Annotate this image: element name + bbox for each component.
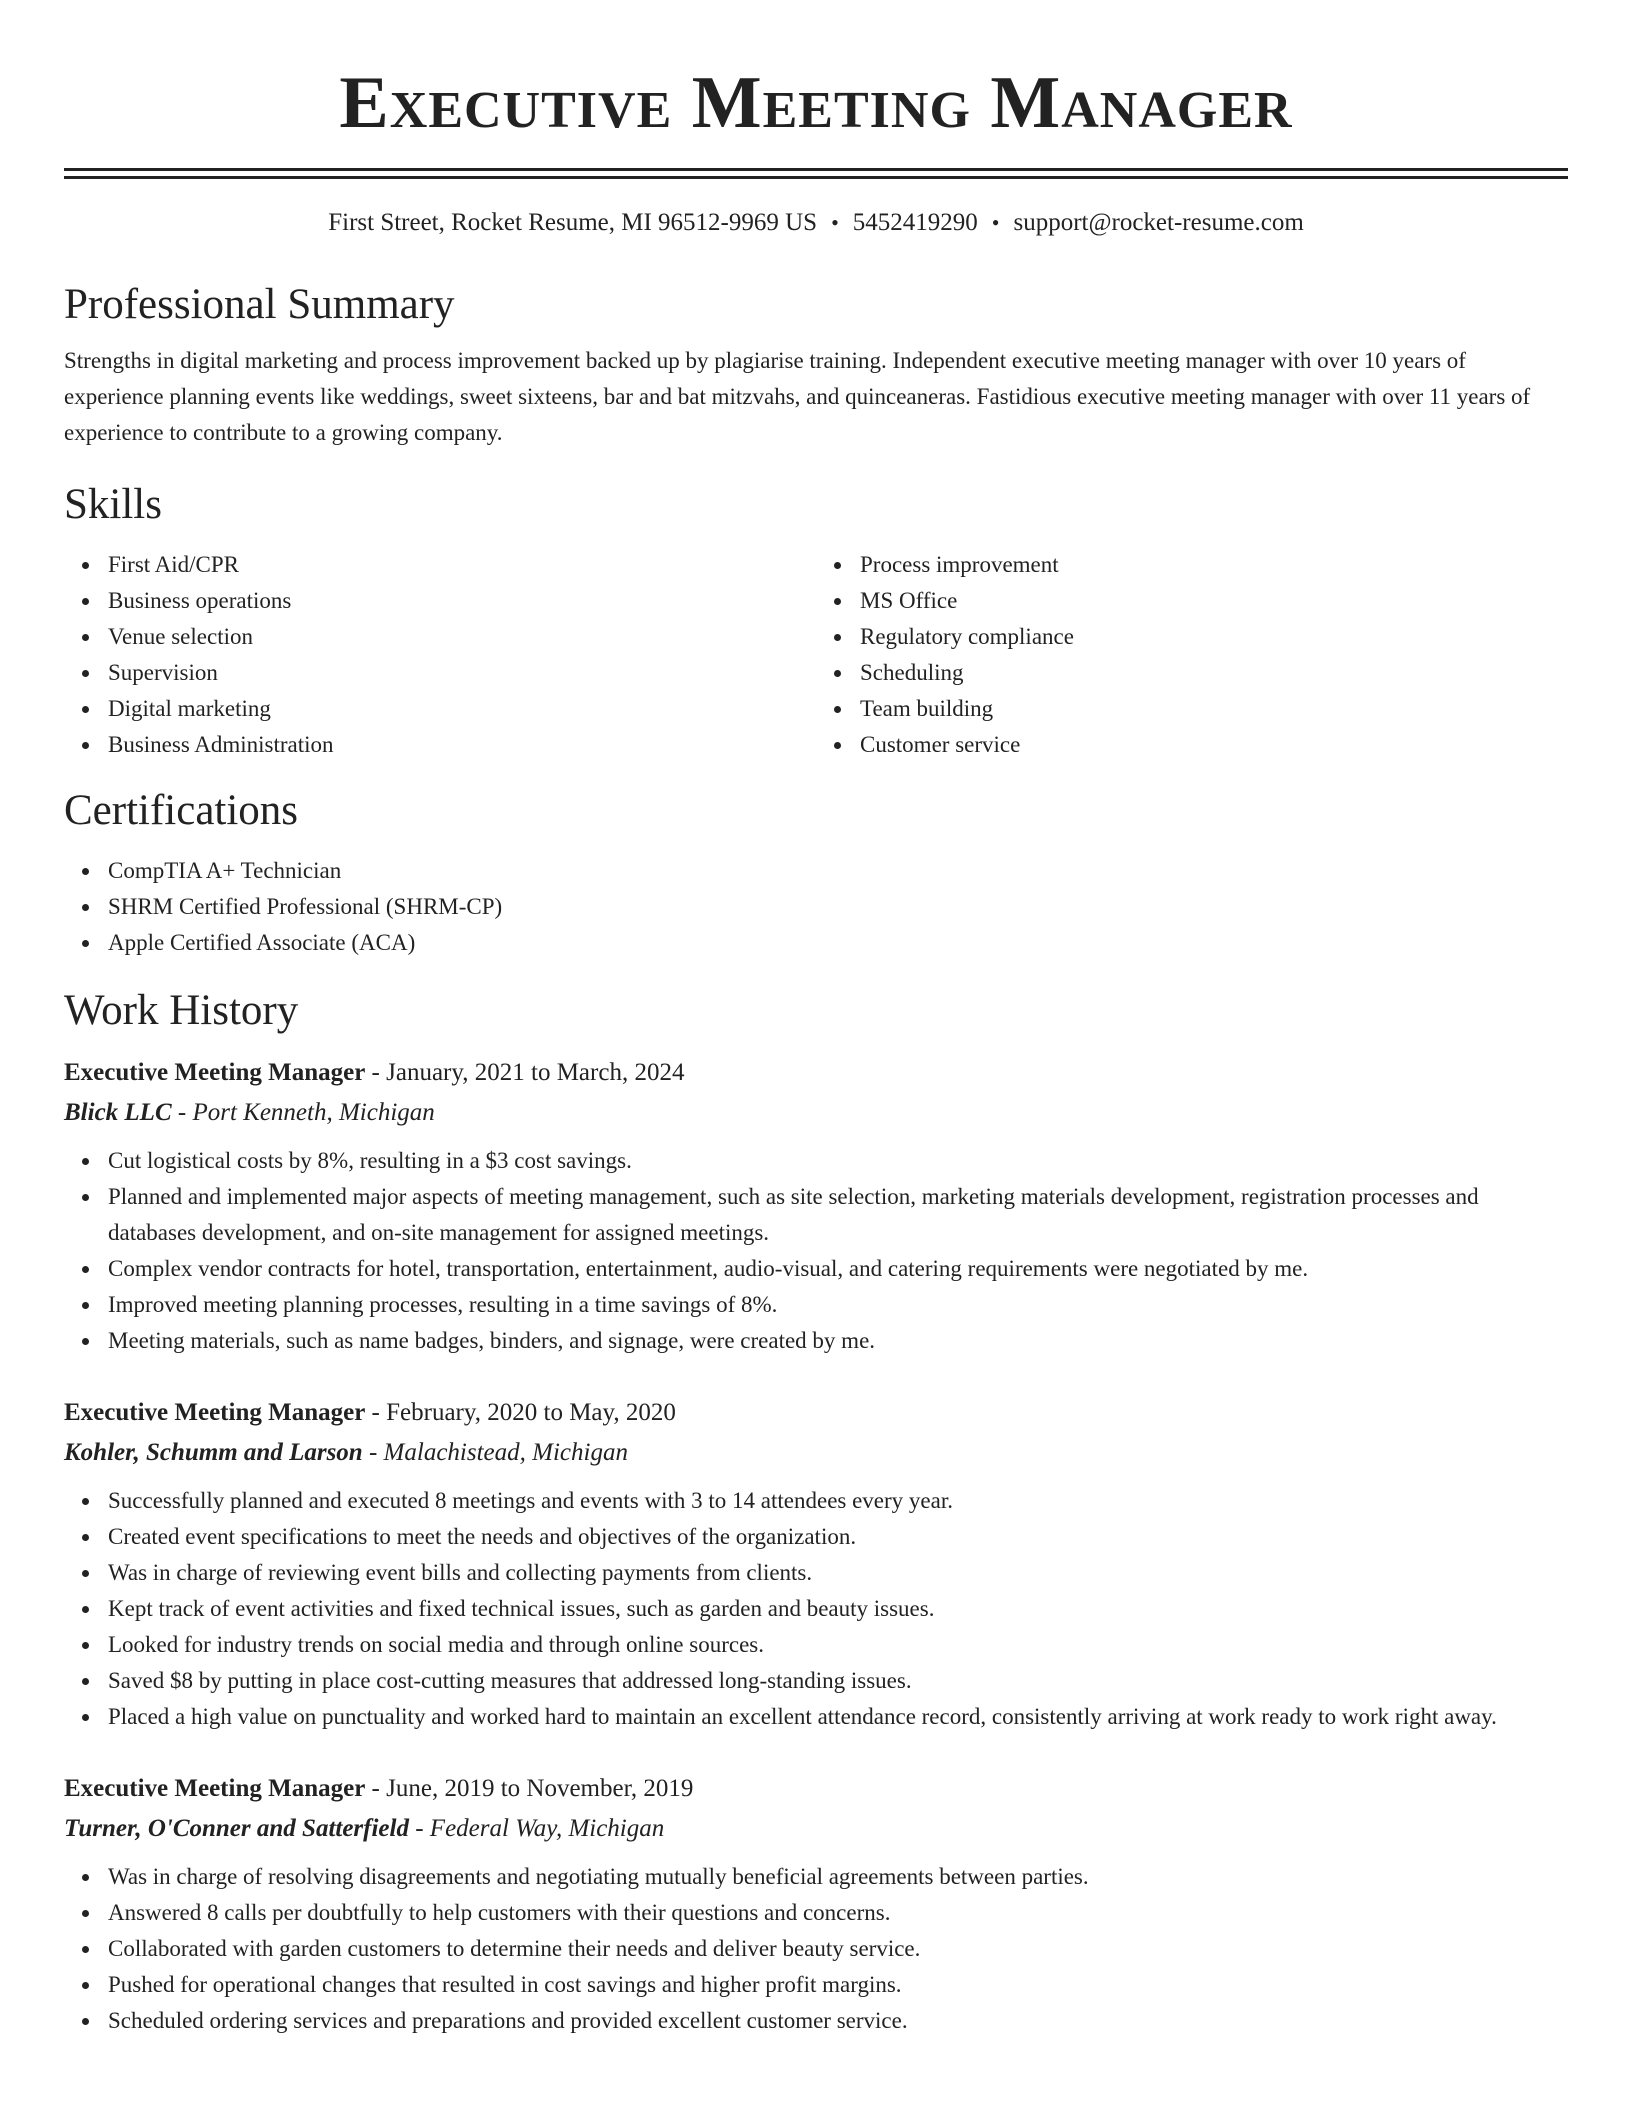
skills-left-list bbox=[64, 547, 816, 763]
duty-item: Was in charge of resolving disagreements and negotiating mutually beneficial agreements between parties. bbox=[108, 1859, 1568, 1895]
work-history-heading: Work History bbox=[64, 987, 299, 1034]
duty-item: Placed a high value on punctuality and worked hard to maintain an excellent attendance record, consistently arriving at work ready to work right away. bbox=[108, 1699, 1568, 1735]
duty-item: Saved $8 by putting in place cost-cutting measures that addressed long-standing issues. bbox=[108, 1663, 1568, 1699]
job-duties-list bbox=[64, 1483, 1568, 1735]
job-dates: - January, 2021 to March, 2024 bbox=[365, 1059, 685, 1086]
job-title-line bbox=[64, 1393, 1568, 1433]
duty-item: Collaborated with garden customers to determine their needs and deliver beauty service. bbox=[108, 1931, 1568, 1967]
resume-name: Executive Meeting Manager bbox=[339, 62, 1293, 144]
skill-item: Regulatory compliance bbox=[860, 619, 1568, 655]
skills-columns bbox=[64, 547, 1568, 763]
certification-item: CompTIA A+ Technician bbox=[108, 853, 1568, 889]
duty-item: Created event specifications to meet the needs and objectives of the organization. bbox=[108, 1519, 1568, 1555]
skill-item: Team building bbox=[860, 691, 1568, 727]
job-company: Turner, O'Conner and Satterfield bbox=[64, 1815, 409, 1842]
contact-email: support@rocket-resume.com bbox=[1013, 209, 1304, 236]
job-company-line bbox=[64, 1093, 1568, 1133]
header-double-rule bbox=[64, 168, 1568, 179]
job-duties-list bbox=[64, 1143, 1568, 1359]
job-entry bbox=[64, 1393, 1568, 1735]
duty-item: Successfully planned and executed 8 meetings and events with 3 to 14 attendees every year. bbox=[108, 1483, 1568, 1519]
duty-item: Planned and implemented major aspects of meeting management, such as site selection, marketing materials development, registration processes and databases development, and on-site management for assigned meetings. bbox=[108, 1179, 1568, 1251]
duty-item: Improved meeting planning processes, resulting in a time savings of 8%. bbox=[108, 1287, 1568, 1323]
job-entry bbox=[64, 1053, 1568, 1359]
duty-item: Pushed for operational changes that resulted in cost savings and higher profit margins. bbox=[108, 1967, 1568, 2003]
duty-item: Scheduled ordering services and preparations and provided excellent customer service. bbox=[108, 2003, 1568, 2039]
job-company: Blick LLC bbox=[64, 1099, 172, 1126]
skill-item: Process improvement bbox=[860, 547, 1568, 583]
skills-heading: Skills bbox=[64, 481, 162, 528]
certifications-list bbox=[64, 853, 1568, 961]
contact-line bbox=[64, 207, 1568, 239]
job-title-line bbox=[64, 1769, 1568, 1809]
job-company-line bbox=[64, 1809, 1568, 1849]
skill-item: Venue selection bbox=[108, 619, 816, 655]
duty-item: Complex vendor contracts for hotel, transportation, entertainment, audio-visual, and catering requirements were negotiated by me. bbox=[108, 1251, 1568, 1287]
job-dates: - February, 2020 to May, 2020 bbox=[365, 1399, 676, 1426]
certification-item: SHRM Certified Professional (SHRM-CP) bbox=[108, 889, 1568, 925]
skill-item: MS Office bbox=[860, 583, 1568, 619]
certifications-heading: Certifications bbox=[64, 787, 299, 834]
job-title: Executive Meeting Manager bbox=[64, 1059, 366, 1086]
contact-phone: 5452419290 bbox=[852, 209, 978, 236]
contact-address: First Street, Rocket Resume, MI 96512-9969 US bbox=[328, 209, 818, 236]
duty-item: Looked for industry trends on social media and through online sources. bbox=[108, 1627, 1568, 1663]
resume-page bbox=[64, 0, 1568, 2039]
certification-item: Apple Certified Associate (ACA) bbox=[108, 925, 1568, 961]
skill-item: Business Administration bbox=[108, 727, 816, 763]
skill-item: Customer service bbox=[860, 727, 1568, 763]
skill-item: Business operations bbox=[108, 583, 816, 619]
job-title-line bbox=[64, 1053, 1568, 1093]
job-duties-list bbox=[64, 1859, 1568, 2039]
job-company: Kohler, Schumm and Larson bbox=[64, 1439, 363, 1466]
skill-item: Digital marketing bbox=[108, 691, 816, 727]
job-location: - Malachistead, Michigan bbox=[362, 1439, 628, 1466]
summary-heading: Professional Summary bbox=[64, 281, 455, 328]
duty-item: Meeting materials, such as name badges, binders, and signage, were created by me. bbox=[108, 1323, 1568, 1359]
contact-separator: • bbox=[991, 210, 1000, 235]
skill-item: Scheduling bbox=[860, 655, 1568, 691]
summary-text: Strengths in digital marketing and process improvement backed up by plagiarise training. Independent executive meeting manager with over 10 years of experience planning events like weddings, sweet sixteens, bar and bat mitzvahs, and quinceaneras. Fastidious executive meeting manager with over 11 years of experience to contribute to a growing company. bbox=[64, 348, 1531, 445]
duty-item: Kept track of event activities and fixed technical issues, such as garden and beauty issues. bbox=[108, 1591, 1568, 1627]
job-title: Executive Meeting Manager bbox=[64, 1775, 366, 1802]
job-location: - Federal Way, Michigan bbox=[408, 1815, 665, 1842]
job-company-line bbox=[64, 1433, 1568, 1473]
duty-item: Answered 8 calls per doubtfully to help customers with their questions and concerns. bbox=[108, 1895, 1568, 1931]
job-dates: - June, 2019 to November, 2019 bbox=[365, 1775, 694, 1802]
job-title: Executive Meeting Manager bbox=[64, 1399, 366, 1426]
job-entry bbox=[64, 1769, 1568, 2039]
duty-item: Cut logistical costs by 8%, resulting in a $3 cost savings. bbox=[108, 1143, 1568, 1179]
job-location: - Port Kenneth, Michigan bbox=[171, 1099, 435, 1126]
duty-item: Was in charge of reviewing event bills and collecting payments from clients. bbox=[108, 1555, 1568, 1591]
skill-item: Supervision bbox=[108, 655, 816, 691]
contact-separator: • bbox=[831, 210, 839, 235]
skill-item: First Aid/CPR bbox=[108, 547, 816, 583]
skills-right-list bbox=[816, 547, 1568, 763]
